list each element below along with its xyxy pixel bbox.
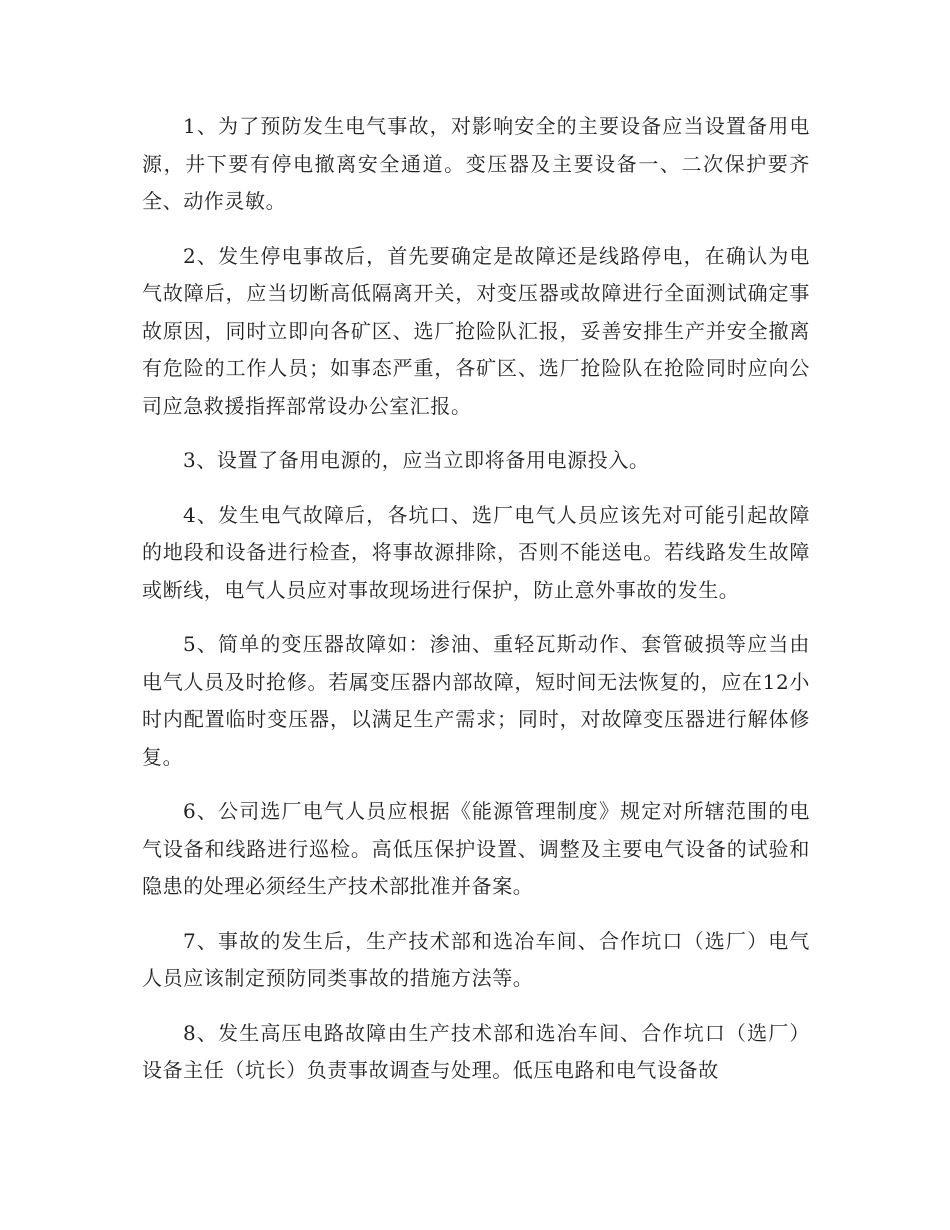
paragraph-5: 5、简单的变压器故障如：渗油、重轻瓦斯动作、套管破损等应当由电气人员及时抢修。若属变压器内部故障，短时间无法恢复的，应在12小时内配置临时变压器，以满足生产需求；同时，对故障变压器进行解体修复。 xyxy=(142,632,810,769)
paragraph-1: 1、为了预防发生电气事故，对影响安全的主要设备应当设置备用电源，井下要有停电撤离安全通道。变压器及主要设备一、二次保护要齐全、动作灵敏。 xyxy=(142,114,810,213)
paragraph-3: 3、设置了备用电源的，应当立即将备用电源投入。 xyxy=(183,448,650,472)
paragraph-7: 7、事故的发生后，生产技术部和选冶车间、合作坑口（选厂）电气人员应该制定预防同类事故的措施方法等。 xyxy=(142,928,810,990)
document-body xyxy=(142,108,810,1107)
paragraph-2: 2、发生停电事故后，首先要确定是故障还是线路停电，在确认为电气故障后，应当切断高低隔离开关，对变压器或故障进行全面测试确定事故原因，同时立即向各矿区、选厂抢险队汇报，妥善安排生产并安全撤离有危险的工作人员；如事态严重，各矿区、选厂抢险队在抢险同时应向公司应急救援指挥部常设办公室汇报。 xyxy=(142,243,810,418)
paragraph-4: 4、发生电气故障后，各坑口、选厂电气人员应该先对可能引起故障的地段和设备进行检查，将事故源排除，否则不能送电。若线路发生故障或断线，电气人员应对事故现场进行保护，防止意外事故的发生。 xyxy=(142,502,810,602)
paragraph-6: 6、公司选厂电气人员应根据《能源管理制度》规定对所辖范围的电气设备和线路进行巡检。高低压保护设置、调整及主要电气设备的试验和隐患的处理必须经生产技术部批准并备案。 xyxy=(142,799,810,898)
paragraph-8: 8、发生高压电路故障由生产技术部和选冶车间、合作坑口（选厂）设备主任（坑长）负责事故调查与处理。低压电路和电气设备故 xyxy=(142,1020,810,1082)
